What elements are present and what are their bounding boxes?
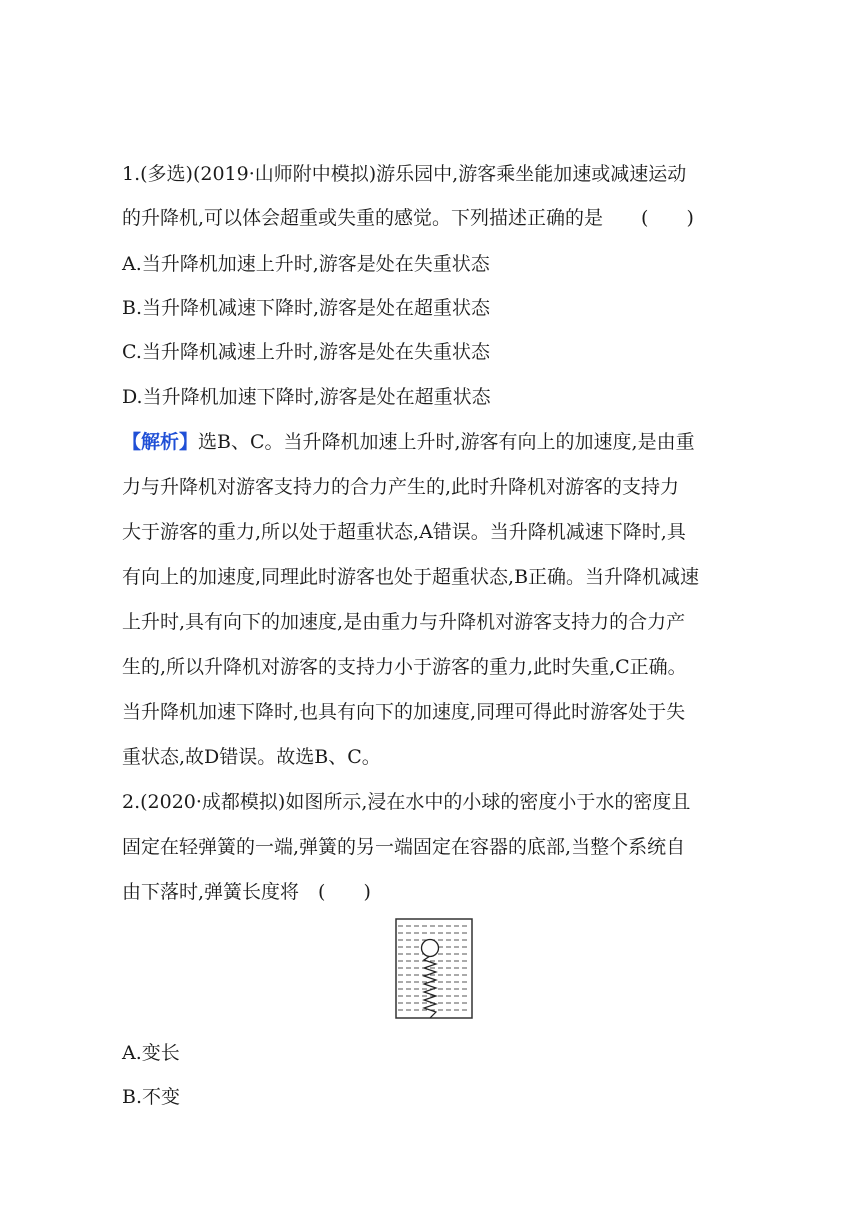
q1-option-d: D.当升降机加速下降时,游客是处在超重状态 (122, 386, 491, 408)
analysis-text: 选B、C。当升降机加速上升时,游客有向上的加速度,是由重 (198, 431, 695, 453)
q2-stem-line-2: 固定在轻弹簧的一端,弹簧的另一端固定在容器的底部,当整个系统自 (122, 836, 686, 858)
q1-analysis-line-8: 重状态,故D错误。故选B、C。 (122, 746, 381, 768)
q2-stem-line-1: 2.(2020·成都模拟)如图所示,浸在水中的小球的密度小于水的密度且 (122, 791, 691, 813)
q1-analysis-line-3: 大于游客的重力,所以处于超重状态,A错误。当升降机减速下降时,具 (122, 521, 686, 543)
q2-stem-line-3: 由下落时,弹簧长度将 ( ) (122, 881, 371, 903)
q1-stem-line-1: 1.(多选)(2019·山师附中模拟)游乐园中,游客乘坐能加速或减速运动 (122, 163, 687, 185)
q2-option-a: A.变长 (122, 1042, 180, 1064)
q1-analysis-line-7: 当升降机加速下降时,也具有向下的加速度,同理可得此时游客处于失 (122, 701, 686, 723)
q1-option-a: A.当升降机加速上升时,游客是处在失重状态 (122, 253, 490, 275)
q1-option-b: B.当升降机减速下降时,游客是处在超重状态 (122, 297, 491, 319)
q1-analysis-line-1 (122, 429, 695, 455)
q1-analysis-line-4: 有向上的加速度,同理此时游客也处于超重状态,B正确。当升降机减速 (122, 566, 700, 588)
q1-option-c: C.当升降机减速上升时,游客是处在失重状态 (122, 341, 490, 363)
q1-analysis-line-5: 上升时,具有向下的加速度,是由重力与升降机对游客支持力的合力产 (122, 611, 686, 633)
q2-option-b: B.不变 (122, 1086, 181, 1108)
analysis-tag: 【解析】 (122, 431, 199, 453)
spring-ball-container-figure (395, 918, 473, 1020)
q1-analysis-line-6: 生的,所以升降机对游客的支持力小于游客的重力,此时失重,C正确。 (122, 656, 687, 678)
q1-stem-line-2: 的升降机,可以体会超重或失重的感觉。下列描述正确的是 ( ) (122, 207, 694, 229)
q1-analysis-line-2: 力与升降机对游客支持力的合力产生的,此时升降机对游客的支持力 (122, 476, 680, 498)
